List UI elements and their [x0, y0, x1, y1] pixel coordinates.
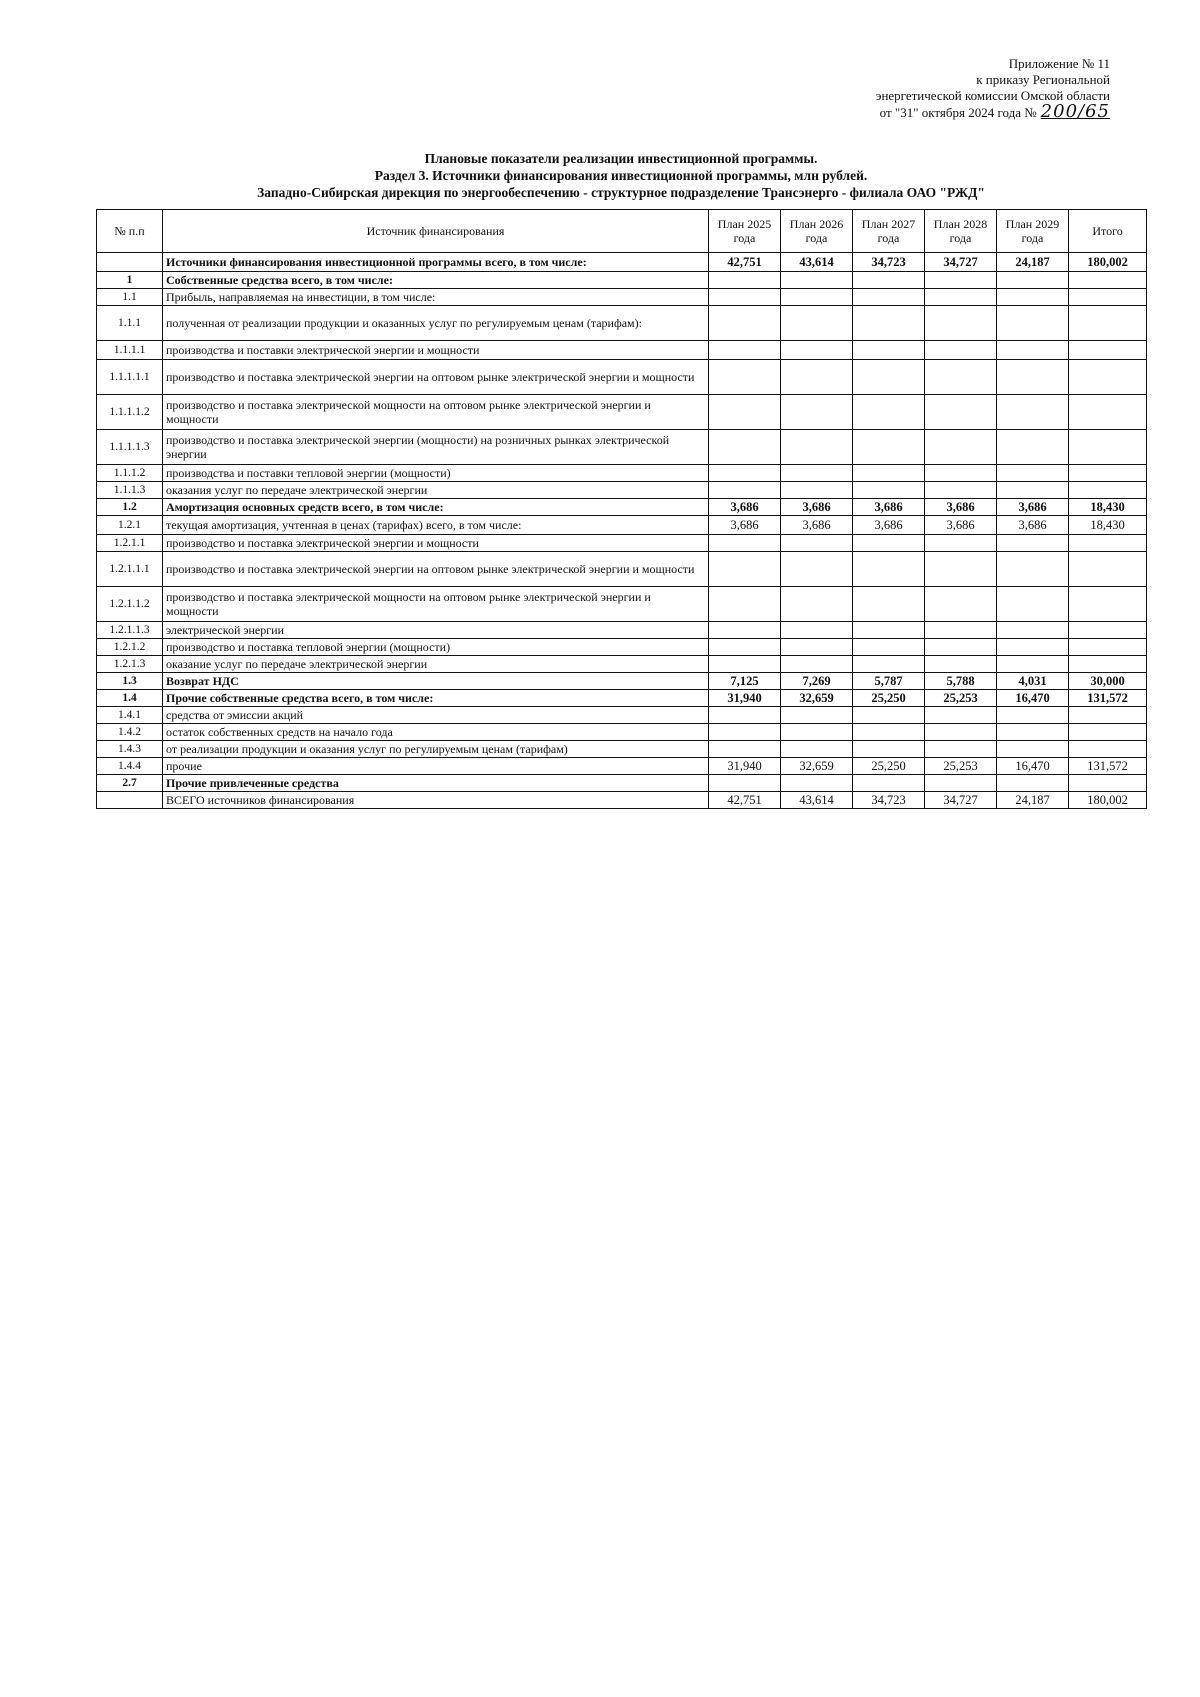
value-2027 [853, 289, 925, 306]
value-2029: 3,686 [997, 499, 1069, 516]
value-2028 [925, 707, 997, 724]
table-body [97, 253, 1147, 809]
appendix-line-2: к приказу Региональной [976, 72, 1110, 87]
row-source: производство и поставка электрической мощности на оптовом рынке электрической энергии и мощности [163, 587, 709, 622]
row-source: производство и поставка электрической мощности на оптовом рынке электрической энергии и мощности [163, 395, 709, 430]
value-total: 18,430 [1069, 499, 1147, 516]
row-num: 1.2.1.3 [97, 656, 163, 673]
row-num: 1.2.1.1.2 [97, 587, 163, 622]
value-2025: 42,751 [709, 253, 781, 272]
row-num: 1 [97, 272, 163, 289]
value-2028 [925, 341, 997, 360]
value-2029 [997, 465, 1069, 482]
value-2027: 25,250 [853, 690, 925, 707]
value-2025 [709, 587, 781, 622]
value-2029 [997, 430, 1069, 465]
table-row [97, 360, 1147, 395]
value-2029 [997, 341, 1069, 360]
row-num: 1.2 [97, 499, 163, 516]
row-num: 1.1.1.1.3 [97, 430, 163, 465]
value-total [1069, 272, 1147, 289]
value-2025: 3,686 [709, 516, 781, 535]
value-2029 [997, 289, 1069, 306]
value-2026 [781, 360, 853, 395]
value-2026: 32,659 [781, 690, 853, 707]
value-total [1069, 622, 1147, 639]
value-2026: 7,269 [781, 673, 853, 690]
row-source: оказание услуг по передаче электрической энергии [163, 656, 709, 673]
value-2026 [781, 775, 853, 792]
value-total: 18,430 [1069, 516, 1147, 535]
value-total [1069, 465, 1147, 482]
row-source: электрической энергии [163, 622, 709, 639]
table-row [97, 395, 1147, 430]
value-2028 [925, 465, 997, 482]
value-2028: 3,686 [925, 516, 997, 535]
value-2026 [781, 656, 853, 673]
header-2029: План 2029 года [997, 210, 1069, 253]
value-2027 [853, 482, 925, 499]
table-row [97, 465, 1147, 482]
value-2029: 4,031 [997, 673, 1069, 690]
value-2026 [781, 465, 853, 482]
value-2028 [925, 289, 997, 306]
table-row [97, 587, 1147, 622]
value-2028 [925, 482, 997, 499]
row-source: ВСЕГО источников финансирования [163, 792, 709, 809]
value-2025: 42,751 [709, 792, 781, 809]
table-row [97, 758, 1147, 775]
value-total [1069, 306, 1147, 341]
value-2029 [997, 552, 1069, 587]
value-total [1069, 535, 1147, 552]
row-num: 1.4.3 [97, 741, 163, 758]
value-total [1069, 430, 1147, 465]
table-row [97, 690, 1147, 707]
row-num [97, 792, 163, 809]
financing-table [96, 209, 1147, 809]
value-2028 [925, 622, 997, 639]
value-2028 [925, 552, 997, 587]
table-row [97, 775, 1147, 792]
value-2027 [853, 639, 925, 656]
row-num: 2.7 [97, 775, 163, 792]
value-2025 [709, 639, 781, 656]
value-total [1069, 360, 1147, 395]
value-2026 [781, 289, 853, 306]
value-2025 [709, 306, 781, 341]
value-2025 [709, 430, 781, 465]
title-line-3: Западно-Сибирская дирекция по энергообеспечению - структурное подразделение Трансэнерго - филиала ОАО "РЖД" [257, 185, 985, 200]
table-row [97, 430, 1147, 465]
value-total [1069, 552, 1147, 587]
value-2025 [709, 482, 781, 499]
table-row [97, 656, 1147, 673]
row-source: Возврат НДС [163, 673, 709, 690]
value-total [1069, 656, 1147, 673]
value-2029 [997, 656, 1069, 673]
row-num: 1.1.1.2 [97, 465, 163, 482]
table-row [97, 253, 1147, 272]
value-2027 [853, 741, 925, 758]
row-num: 1.1 [97, 289, 163, 306]
value-2028 [925, 306, 997, 341]
value-2025 [709, 360, 781, 395]
value-2028 [925, 360, 997, 395]
value-2027 [853, 465, 925, 482]
value-2027 [853, 341, 925, 360]
row-num: 1.4.1 [97, 707, 163, 724]
value-total: 131,572 [1069, 758, 1147, 775]
value-total [1069, 775, 1147, 792]
value-2025 [709, 741, 781, 758]
value-2027 [853, 430, 925, 465]
table-row [97, 306, 1147, 341]
value-2025 [709, 724, 781, 741]
value-total [1069, 395, 1147, 430]
value-2026 [781, 724, 853, 741]
value-2025: 7,125 [709, 673, 781, 690]
appendix-line-4 [879, 101, 1110, 122]
value-2025 [709, 622, 781, 639]
title-line-1: Плановые показатели реализации инвестиционной программы. [424, 151, 818, 166]
value-2027 [853, 622, 925, 639]
value-2029 [997, 535, 1069, 552]
value-2026: 3,686 [781, 516, 853, 535]
value-total [1069, 482, 1147, 499]
value-2025 [709, 656, 781, 673]
value-2026 [781, 552, 853, 587]
table-row [97, 535, 1147, 552]
value-2026 [781, 639, 853, 656]
table-row [97, 482, 1147, 499]
row-num [97, 253, 163, 272]
table-row [97, 272, 1147, 289]
row-num: 1.4.4 [97, 758, 163, 775]
row-source: Прибыль, направляемая на инвестиции, в том числе: [163, 289, 709, 306]
value-total [1069, 639, 1147, 656]
value-2027 [853, 360, 925, 395]
value-2025 [709, 395, 781, 430]
value-2029 [997, 741, 1069, 758]
row-source: производство и поставка электрической энергии на оптовом рынке электрической энергии и мощности [163, 552, 709, 587]
row-num: 1.1.1.1.2 [97, 395, 163, 430]
value-2028 [925, 430, 997, 465]
value-total [1069, 724, 1147, 741]
appendix-line-1: Приложение № 11 [1008, 56, 1110, 71]
value-2028 [925, 741, 997, 758]
table-row [97, 741, 1147, 758]
table-row [97, 622, 1147, 639]
value-2027 [853, 535, 925, 552]
value-2028: 25,253 [925, 690, 997, 707]
row-num: 1.1.1.1 [97, 341, 163, 360]
value-2026 [781, 272, 853, 289]
value-2025: 31,940 [709, 690, 781, 707]
table-header-row [97, 210, 1147, 253]
value-total: 131,572 [1069, 690, 1147, 707]
row-source: средства от эмиссии акций [163, 707, 709, 724]
value-2028 [925, 272, 997, 289]
table-row [97, 552, 1147, 587]
value-2026 [781, 430, 853, 465]
value-2027 [853, 724, 925, 741]
title-line-2: Раздел 3. Источники финансирования инвестиционной программы, млн рублей. [374, 168, 868, 183]
value-2025 [709, 535, 781, 552]
value-2029 [997, 724, 1069, 741]
value-2027: 34,723 [853, 253, 925, 272]
value-2029 [997, 482, 1069, 499]
value-2028 [925, 587, 997, 622]
value-total [1069, 741, 1147, 758]
value-2028: 34,727 [925, 253, 997, 272]
value-2029 [997, 360, 1069, 395]
row-num: 1.2.1.2 [97, 639, 163, 656]
value-total [1069, 587, 1147, 622]
row-num: 1.2.1.1.1 [97, 552, 163, 587]
header-2026: План 2026 года [781, 210, 853, 253]
row-source: производство и поставка электрической энергии на оптовом рынке электрической энергии и мощности [163, 360, 709, 395]
order-date: от "31" октября 2024 года № [879, 105, 1037, 120]
value-total [1069, 289, 1147, 306]
header-2027: План 2027 года [853, 210, 925, 253]
value-2028: 3,686 [925, 499, 997, 516]
row-source: полученная от реализации продукции и оказанных услуг по регулируемым ценам (тарифам): [163, 306, 709, 341]
value-2026 [781, 306, 853, 341]
value-total [1069, 341, 1147, 360]
header-num: № п.п [97, 210, 163, 253]
value-2028: 34,727 [925, 792, 997, 809]
table-row [97, 724, 1147, 741]
value-2026 [781, 741, 853, 758]
value-2028 [925, 535, 997, 552]
value-2028: 25,253 [925, 758, 997, 775]
row-source: Прочие привлеченные средства [163, 775, 709, 792]
row-source: производство и поставка тепловой энергии (мощности) [163, 639, 709, 656]
value-2025 [709, 552, 781, 587]
value-2025 [709, 465, 781, 482]
table-row [97, 516, 1147, 535]
value-2029 [997, 395, 1069, 430]
table-row [97, 673, 1147, 690]
row-num: 1.2.1.1 [97, 535, 163, 552]
header-total: Итого [1069, 210, 1147, 253]
appendix-line-3: энергетической комиссии Омской области [875, 88, 1110, 103]
value-2025: 31,940 [709, 758, 781, 775]
header-source: Источник финансирования [163, 210, 709, 253]
value-2029 [997, 587, 1069, 622]
header-2025: План 2025 года [709, 210, 781, 253]
value-2027 [853, 552, 925, 587]
document-titles [96, 150, 1146, 201]
header-2028: План 2028 года [925, 210, 997, 253]
table-row [97, 639, 1147, 656]
value-total: 30,000 [1069, 673, 1147, 690]
value-2026 [781, 587, 853, 622]
row-num: 1.2.1.1.3 [97, 622, 163, 639]
row-source: остаток собственных средств на начало года [163, 724, 709, 741]
row-source: производства и поставки тепловой энергии (мощности) [163, 465, 709, 482]
table-row [97, 341, 1147, 360]
value-2029 [997, 272, 1069, 289]
row-num: 1.3 [97, 673, 163, 690]
row-source: текущая амортизация, учтенная в ценах (тарифах) всего, в том числе: [163, 516, 709, 535]
row-source: Источники финансирования инвестиционной программы всего, в том числе: [163, 253, 709, 272]
table-row [97, 499, 1147, 516]
value-2027 [853, 775, 925, 792]
value-2026 [781, 395, 853, 430]
row-source: Амортизация основных средств всего, в том числе: [163, 499, 709, 516]
value-2025 [709, 272, 781, 289]
value-2026 [781, 622, 853, 639]
table-row [97, 289, 1147, 306]
value-2025 [709, 707, 781, 724]
value-2027 [853, 272, 925, 289]
value-2029: 24,187 [997, 792, 1069, 809]
value-2027: 3,686 [853, 516, 925, 535]
value-2026 [781, 707, 853, 724]
table-row [97, 707, 1147, 724]
value-2027: 5,787 [853, 673, 925, 690]
appendix-block [876, 56, 1110, 121]
handwritten-order-number: 200/65 [1040, 101, 1110, 122]
value-total [1069, 707, 1147, 724]
value-2026 [781, 341, 853, 360]
value-2027: 34,723 [853, 792, 925, 809]
value-2027 [853, 306, 925, 341]
value-2029: 16,470 [997, 690, 1069, 707]
value-total: 180,002 [1069, 253, 1147, 272]
value-2027: 25,250 [853, 758, 925, 775]
row-source: производства и поставки электрической энергии и мощности [163, 341, 709, 360]
value-2025 [709, 341, 781, 360]
row-num: 1.1.1.1.1 [97, 360, 163, 395]
value-2027 [853, 395, 925, 430]
row-source: производство и поставка электрической энергии (мощности) на розничных рынках электрической энергии [163, 430, 709, 465]
row-source: производство и поставка электрической энергии и мощности [163, 535, 709, 552]
value-2025 [709, 775, 781, 792]
row-source: от реализации продукции и оказания услуг по регулируемым ценам (тарифам) [163, 741, 709, 758]
value-2029 [997, 639, 1069, 656]
value-total: 180,002 [1069, 792, 1147, 809]
value-2028: 5,788 [925, 673, 997, 690]
value-2029 [997, 707, 1069, 724]
value-2029 [997, 775, 1069, 792]
value-2026 [781, 482, 853, 499]
value-2027 [853, 707, 925, 724]
value-2027 [853, 587, 925, 622]
value-2026 [781, 535, 853, 552]
value-2026: 43,614 [781, 253, 853, 272]
value-2027 [853, 656, 925, 673]
table-row [97, 792, 1147, 809]
row-num: 1.4.2 [97, 724, 163, 741]
value-2028 [925, 775, 997, 792]
row-source: Собственные средства всего, в том числе: [163, 272, 709, 289]
row-source: прочие [163, 758, 709, 775]
row-num: 1.4 [97, 690, 163, 707]
value-2029 [997, 306, 1069, 341]
value-2028 [925, 639, 997, 656]
value-2029: 16,470 [997, 758, 1069, 775]
value-2027: 3,686 [853, 499, 925, 516]
value-2025 [709, 289, 781, 306]
row-num: 1.1.1.3 [97, 482, 163, 499]
row-num: 1.2.1 [97, 516, 163, 535]
row-source: Прочие собственные средства всего, в том числе: [163, 690, 709, 707]
value-2026: 3,686 [781, 499, 853, 516]
value-2028 [925, 724, 997, 741]
value-2028 [925, 395, 997, 430]
value-2028 [925, 656, 997, 673]
row-num: 1.1.1 [97, 306, 163, 341]
value-2029 [997, 622, 1069, 639]
value-2025: 3,686 [709, 499, 781, 516]
value-2029: 3,686 [997, 516, 1069, 535]
row-source: оказания услуг по передаче электрической энергии [163, 482, 709, 499]
value-2026: 43,614 [781, 792, 853, 809]
value-2029: 24,187 [997, 253, 1069, 272]
value-2026: 32,659 [781, 758, 853, 775]
